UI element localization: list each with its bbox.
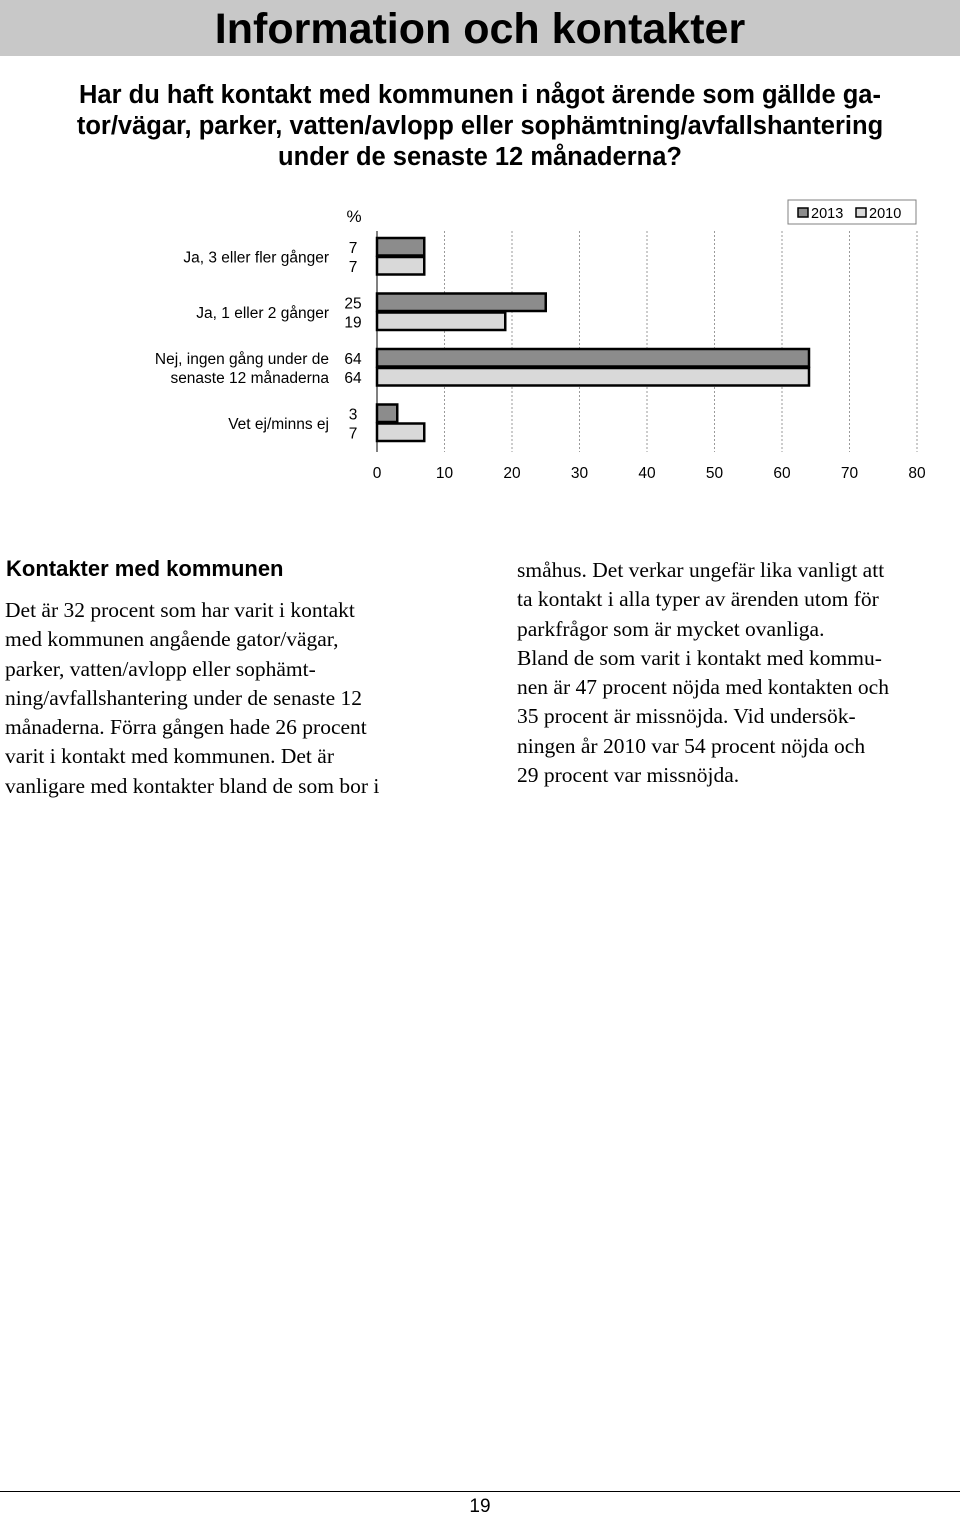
question-line: under de senaste 12 månaderna? <box>278 143 682 171</box>
survey-question <box>40 80 920 173</box>
x-tick-label: 0 <box>372 465 382 482</box>
value-label: 25 <box>344 295 362 313</box>
x-tick-label: 70 <box>840 465 859 482</box>
paragraph-line: månaderna. Förra gången hade 26 procent <box>5 715 367 740</box>
category-label: Nej, ingen gång under de <box>154 350 329 368</box>
x-tick-label: 40 <box>638 465 656 482</box>
paragraph-line: 35 procent är missnöjda. Vid undersök- <box>517 704 856 729</box>
legend-label: 2010 <box>869 206 902 222</box>
x-tick-label: 10 <box>435 465 454 482</box>
value-label: 19 <box>344 314 362 332</box>
x-tick-label: 60 <box>773 465 791 482</box>
category-label: Ja, 3 eller fler gånger <box>183 249 329 267</box>
bar-2010 <box>377 424 424 442</box>
paragraph-line: med kommunen angående gator/vägar, <box>5 627 339 652</box>
paragraph-line: ningen år 2010 var 54 procent nöjda och <box>517 733 866 758</box>
bar-2010 <box>377 368 809 386</box>
category-label: Vet ej/minns ej <box>228 415 329 433</box>
paragraph-line: parkfrågor som är mycket ovanliga. <box>517 616 825 641</box>
x-tick-label: 80 <box>908 465 926 482</box>
paragraph-line: småhus. Det verkar ungefär lika vanligt att <box>517 558 885 582</box>
legend-swatch <box>798 208 808 217</box>
paragraph-line: ta kontakt i alla typer av ärenden utom för <box>517 587 879 612</box>
value-label: 64 <box>344 369 362 387</box>
paragraph-line: nen är 47 procent nöjda med kontakten och <box>517 675 889 700</box>
paragraph-line: varit i kontakt med kommunen. Det är <box>5 744 334 769</box>
bar-2013 <box>377 405 397 423</box>
question-line: Har du haft kontakt med kommunen i något ärende som gällde ga- <box>79 81 881 109</box>
question-line: tor/vägar, parker, vatten/avlopp eller sophämtning/avfallshantering <box>76 112 884 140</box>
value-label: 7 <box>348 425 358 443</box>
category-label: senaste 12 månaderna <box>170 369 329 387</box>
paragraph-line: parker, vatten/avlopp eller sophämt- <box>5 656 316 681</box>
page-title: Information och kontakter <box>214 5 746 53</box>
text-column-right <box>517 556 889 790</box>
bar-2013 <box>377 294 546 312</box>
x-tick-label: 30 <box>570 465 589 482</box>
x-tick-label: 50 <box>705 465 724 482</box>
bar-2010 <box>377 313 505 331</box>
legend-swatch <box>856 208 866 217</box>
bar-2010 <box>377 257 424 275</box>
paragraph-line: Bland de som varit i kontakt med kommu- <box>517 645 882 670</box>
unit-label: % <box>346 207 362 226</box>
value-label: 7 <box>348 258 358 276</box>
paragraph-line: vanligare med kontakter bland de som bor i <box>5 773 380 798</box>
value-label: 7 <box>348 239 358 257</box>
bar-2013 <box>377 349 809 367</box>
section-heading: Kontakter med kommunen <box>6 556 284 581</box>
x-tick-label: 20 <box>503 465 521 482</box>
title-bar <box>0 0 960 56</box>
category-label: Ja, 1 eller 2 gånger <box>196 304 329 322</box>
legend-label: 2013 <box>811 206 844 222</box>
footer-divider <box>0 1491 960 1492</box>
page-number: 19 <box>469 1496 491 1517</box>
paragraph-line: 29 procent var missnöjda. <box>517 763 740 788</box>
bar-chart <box>0 195 960 495</box>
value-label: 3 <box>348 406 358 424</box>
value-label: 64 <box>344 350 362 368</box>
paragraph-line: Det är 32 procent som har varit i kontakt <box>5 598 355 622</box>
bar-2013 <box>377 238 424 256</box>
paragraph-line: ning/avfallshantering under de senaste 12 <box>5 685 363 710</box>
text-column-left <box>5 596 379 801</box>
